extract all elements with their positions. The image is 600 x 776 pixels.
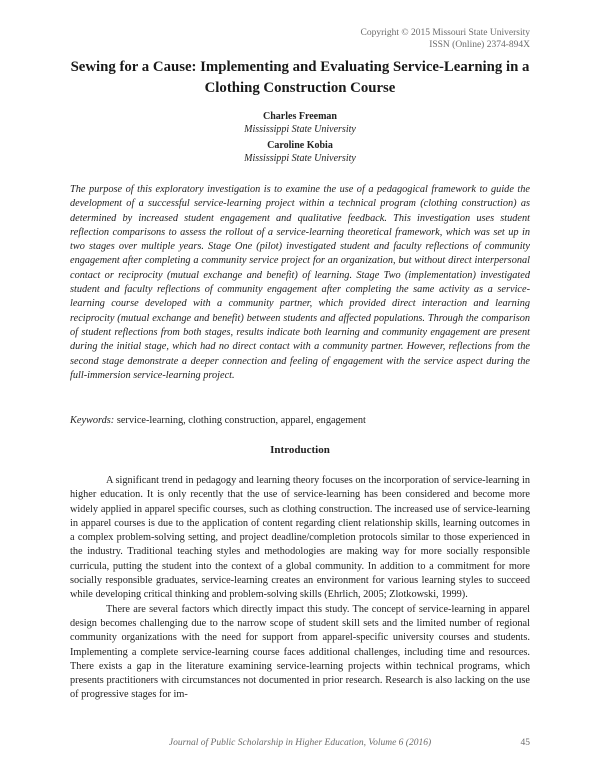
abstract: The purpose of this exploratory investigation is to examine the use of a pedagogical framework to guide the development of a successful service-learning project within a technical program (clothing construction) as determined by increased student engagement and qualitative feedback. This investigation uses student reflection comparisons to assess the rollout of a service-learning theoretical framework, which was set up in two stages over multiple years. Stage One (pilot) investigated student and faculty reflections of community engagement after completing a community service project for an organization, but without direct interpersonal contact or reciprocity (mutual exchange and benefit) of learning. Stage Two (implementation) investigated student and faculty reflections of community engagement after completing the same activity as a service-learning course developed with a community partner, which provided direct interaction and learning reciprocity (mutual exchange and benefit) between students and affected populations. Through the comparison of student reflections from both stages, results indicate both learning and community engagement are present during the initial stage, which had no direct contact with a community partner. However, reflections from the second stage demonstrate a deeper connection and feeling of engagement with the service aspect during the full-immersion service-learning project. <box>70 184 530 381</box>
page-number: 45 <box>520 738 530 748</box>
author-block <box>70 140 530 165</box>
author-name: Charles Freeman <box>263 111 337 122</box>
keywords-text: service-learning, clothing construction, apparel, engagement <box>116 415 366 426</box>
article-title: Sewing for a Cause: Implementing and Evaluating Service-Learning in a Clothing Construction Course <box>70 59 530 96</box>
journal-citation: Journal of Public Scholarship in Higher Education, Volume 6 (2016) <box>168 738 432 748</box>
section-heading: Introduction <box>270 444 330 456</box>
author-block <box>70 111 530 136</box>
author-affiliation: Mississippi State University <box>244 152 356 164</box>
copyright-line: Copyright © 2015 Missouri State University <box>360 28 530 38</box>
body-paragraph: There are several factors which directly impact this study. The concept of service-learning in apparel design becomes challenging due to the narrow scope of student skill sets and the limited number of regional community organizations with the need for support from apparel-specific university courses and students. Implementing a complete service-learning course faces additional challenges, including time and resources. There exists a gap in the literature examining service-learning projects within technical programs, which presents practitioners with circumstances not documented in prior research. Research is also lacking on the use of progressive stages for im- <box>70 603 530 701</box>
issn-line: ISSN (Online) 2374-894X <box>429 40 530 50</box>
body-text <box>70 474 530 703</box>
author-name: Caroline Kobia <box>267 140 333 151</box>
keywords <box>70 414 530 428</box>
keywords-label: Keywords: <box>70 415 115 426</box>
copyright-notice <box>360 27 530 51</box>
author-affiliation: Mississippi State University <box>244 123 356 135</box>
body-paragraph: A significant trend in pedagogy and learning theory focuses on the incorporation of service-learning in higher education. It is only recently that the use of service-learning has been considered and become more widely applied in apparel specific courses, such as clothing construction. The increased use of service-learning in apparel courses is due to the application of content regarding client relationship skills, learning outcomes in a complex problem-solving setting, and project deadline/completion protocols similar to those experienced in the industry. Traditional teaching styles and methodologies are making way for more socially responsible curricula, putting the student into the context of a global community. In addition to a commitment for more socially responsible graduates, service-learning creates an environment for various learning styles to succeed while developing critical thinking and problem-solving skills (Ehrlich, 2005; Zlotkowski, 1999). <box>70 475 530 601</box>
